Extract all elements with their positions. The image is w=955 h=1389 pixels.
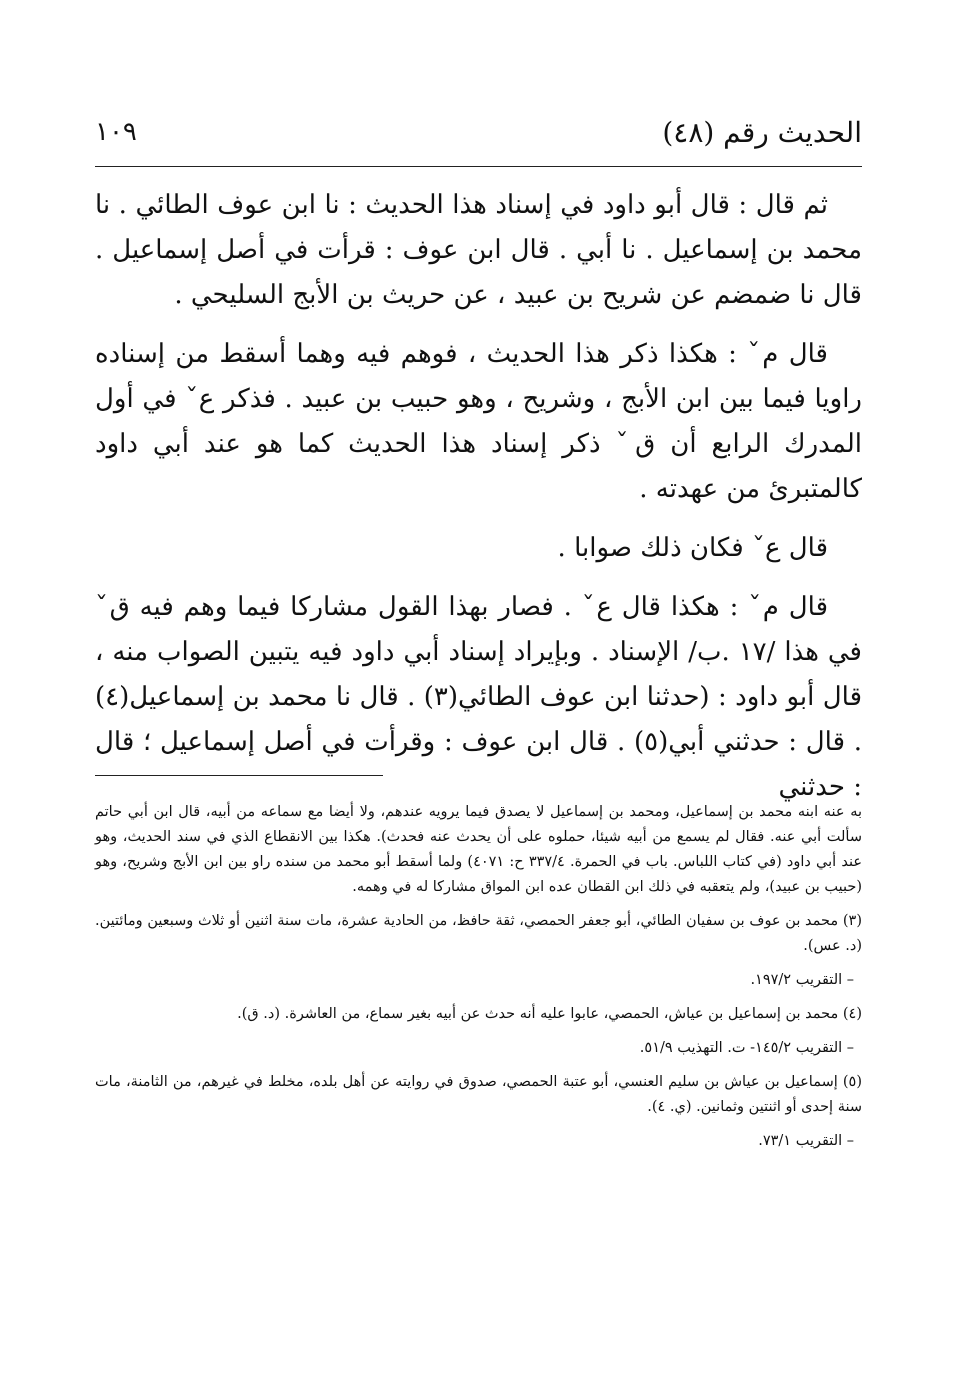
document-page xyxy=(95,0,862,1389)
header-divider xyxy=(95,166,862,167)
paragraph: قال مˇ : هكذا ذكر هذا الحديث ، فوهم فيه وهما أسقط من إسناده راويا فيما بين ابن الأبج ، وشريح ، وهو حبيب بن عبيد . فذكر عˇ في أول المدرك الرابع أن قˇ ذكر إسناد هذا الحديث كما هو عند أبي داود كالمتبرئ من عهدته . xyxy=(95,339,862,504)
footnote-divider xyxy=(95,775,383,776)
paragraph: ثم قال : قال أبو داود في إسناد هذا الحديث : نا ابن عوف الطائي . نا محمد بن إسماعيل . نا أبي . قال ابن عوف : قرأت في أصل إسماعيل . قال نا ضمضم عن شريح بن عبيد ، عن حريث بن الأبج السليحي . xyxy=(95,190,862,310)
footnote-dash: – xyxy=(846,972,854,988)
footnote-reference-text: التقريب ١٤٥/٢- ت. التهذيب ٥١/٩. xyxy=(639,1040,843,1056)
footnote-5: (٥) إسماعيل بن عياش بن سليم العنسي، أبو عتبة الحمصي، صدوق في روايته عن أهل بلده، مخلط في غيرهم، من الثامنة، مات سنة إحدى أو اثنتين وثمانين. (ي. ٤). xyxy=(95,1074,862,1115)
footnote-reference-text: التقريب ٧٣/١. xyxy=(758,1133,843,1149)
footnote-reference-text: التقريب ١٩٧/٢. xyxy=(750,972,843,988)
footnote-4-reference xyxy=(95,1036,862,1061)
footnote-dash: – xyxy=(846,1133,854,1149)
paragraph: قال عˇ فكان ذلك صوابا . xyxy=(557,533,828,563)
footnotes xyxy=(95,800,862,1163)
page-number: ١٠٩ xyxy=(95,117,137,147)
main-text xyxy=(95,183,862,824)
footnote-5-reference xyxy=(95,1129,862,1154)
footnote-3: (٣) محمد بن عوف بن سفيان الطائي، أبو جعفر الحمصي، ثقة حافظ، من الحادية عشرة، مات سنة اثنين أو ثلاث وسبعين ومائتين. (د. عس). xyxy=(95,913,862,954)
footnote-3-reference xyxy=(95,968,862,993)
paragraph: قال مˇ : هكذا قال عˇ . فصار بهذا القول مشاركا فيما وهم فيه قˇ في هذا /١٧ .ب/ الإسناد . وبإيراد إسناد أبي داود فيه يتبين الصواب منه ، قال أبو داود : (حدثنا ابن عوف الطائي(٣) . قال نا محمد بن إسماعيل(٤) . قال : حدثني أبي(٥) . قال ابن عوف : وقرأت في أصل إسماعيل ؛ قال : حدثني xyxy=(95,592,863,802)
header-title: الحديث رقم (٤٨) xyxy=(662,115,862,149)
footnote-continuation: به عنه ابنه محمد بن إسماعيل، ومحمد بن إسماعيل لا يصدق فيما يرويه عندهم، ولا أيضا مع سماعه من أبيه، قال ابن أبي حاتم سألت أبي عنه. فقال لم يسمع من أبيه شيئا، حملوه على أن يحدث عنه فحدث). هكذا بين الانقطاع الذي في سند الحديث، وهو عند أبي داود (في كتاب اللباس. باب في الحمرة. ٣٣٧/٤ ح: ٤٠٧١) ولما أسقط أبو محمد من سنده راو بين ابن الأبج وشريح، وهو (حبيب بن عبيد)، ولم يتعقبه في ذلك ابن القطان عده ابن المواق مشاركا له في وهمه. xyxy=(95,804,863,895)
running-header xyxy=(95,110,862,154)
footnote-4: (٤) محمد بن إسماعيل بن عياش، الحمصي، عابوا عليه أنه حدث عن أبيه بغير سماع، من العاشرة. (د. ق). xyxy=(237,1006,862,1022)
footnote-dash: – xyxy=(846,1040,854,1056)
